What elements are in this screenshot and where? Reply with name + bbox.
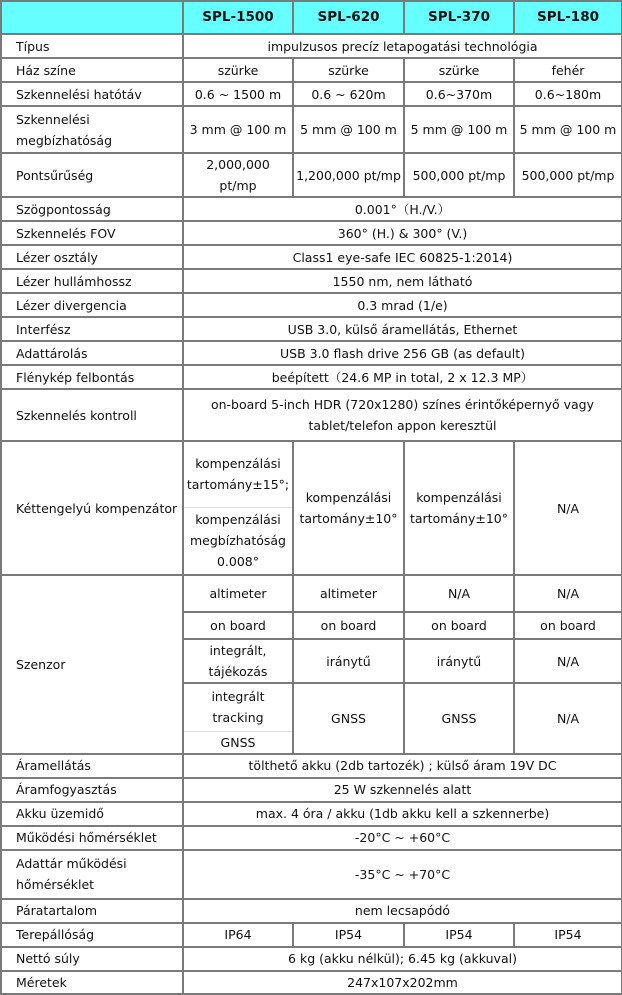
cell: kompenzálási tartomány±10° [293, 441, 404, 575]
row-label: Adattár működési hőmérséklet [1, 850, 183, 899]
row-label: Áramfogyasztás [1, 778, 183, 802]
cell: 5 mm @ 100 m [514, 106, 622, 153]
cell: 5 mm @ 100 m [404, 106, 514, 153]
row-value: nem lecsapódó [183, 899, 622, 923]
row-label: Szögpontosság [1, 197, 183, 221]
cell: kompenzálási megbízhatóság 0.008° [183, 507, 293, 575]
cell: 500,000 pt/mp [404, 153, 514, 197]
row-label: Működési hőmérséklet [1, 826, 183, 850]
row-value: 360° (H.) & 300° (V.) [183, 221, 622, 245]
cell: altimeter [293, 575, 404, 612]
model-header: SPL-370 [404, 1, 514, 34]
cell: szürke [183, 58, 293, 82]
row-label: Kéttengelyú kompenzátor [1, 441, 183, 575]
cell: 500,000 pt/mp [514, 153, 622, 197]
cell: kompenzálási tartomány±10° [404, 441, 514, 575]
cell: N/A [514, 441, 622, 575]
row-value: USB 3.0, külső áramellátás, Ethernet [183, 317, 622, 341]
row-value: -20°C ~ +60°C [183, 826, 622, 850]
row-value: beépített（24.6 MP in total, 2 x 12.3 MP） [183, 365, 622, 389]
row-label: Lézer divergencia [1, 293, 183, 317]
cell: iránytű [293, 639, 404, 683]
cell: on board [183, 612, 293, 639]
table-row [1, 778, 622, 802]
row-label: Páratartalom [1, 899, 183, 923]
cell: IP64 [183, 923, 293, 947]
row-label: Típus [1, 34, 183, 58]
row-value: 0.3 mrad (1/e) [183, 293, 622, 317]
cell: 0.6 ~ 620m [293, 82, 404, 106]
cell: 5 mm @ 100 m [293, 106, 404, 153]
row-label: Ház színe [1, 58, 183, 82]
row-value: impulzusos precíz letapogatási technológia [183, 34, 622, 58]
cell: iránytű [404, 639, 514, 683]
cell: 3 mm @ 100 m [183, 106, 293, 153]
row-label: Akku üzemidő [1, 802, 183, 826]
row-value: on-board 5-inch HDR (720x1280) színes érintőképernyő vagy tablet/telefon appon keresztül [183, 389, 622, 441]
cell: on board [514, 612, 622, 639]
model-header: SPL-620 [293, 1, 404, 34]
table-row [1, 197, 622, 221]
row-value: 1550 nm, nem látható [183, 269, 622, 293]
cell: 1,200,000 pt/mp [293, 153, 404, 197]
cell: integrált, tájékozás [183, 639, 293, 683]
row-value: 247x107x202mm [183, 971, 622, 994]
table-row [1, 341, 622, 365]
row-label: Flénykép felbontás [1, 365, 183, 389]
model-header: SPL-180 [514, 1, 622, 34]
table-row [1, 971, 622, 994]
table-row [1, 82, 622, 106]
row-value: 6 kg (akku nélkül); 6.45 kg (akkuval) [183, 947, 622, 971]
cell: IP54 [514, 923, 622, 947]
row-label: Interfész [1, 317, 183, 341]
row-value: tölthető akku (2db tartozék) ; külső áram 19V DC [183, 754, 622, 778]
table-row [1, 106, 622, 153]
cell: fehér [514, 58, 622, 82]
table-row [1, 317, 622, 341]
cell: IP54 [293, 923, 404, 947]
table-row [1, 153, 622, 197]
table-row [1, 58, 622, 82]
cell: 0.6~180m [514, 82, 622, 106]
row-label: Szkennelés FOV [1, 221, 183, 245]
header-row [1, 1, 622, 34]
table-row [1, 754, 622, 778]
row-label: Lézer hullámhossz [1, 269, 183, 293]
row-value: USB 3.0 flash drive 256 GB (as default) [183, 341, 622, 365]
row-label: Adattárolás [1, 341, 183, 365]
row-label: Áramellátás [1, 754, 183, 778]
row-label: Szkennelési hatótáv [1, 82, 183, 106]
row-value: 0.001°（H./V.） [183, 197, 622, 221]
cell: 0.6 ~ 1500 m [183, 82, 293, 106]
table-row [1, 947, 622, 971]
table-row [1, 245, 622, 269]
row-label: Terepállóság [1, 923, 183, 947]
cell: on board [293, 612, 404, 639]
cell: GNSS [183, 731, 293, 754]
table-row [1, 850, 622, 899]
row-label: Szkennelés kontroll [1, 389, 183, 441]
model-header: SPL-1500 [183, 1, 293, 34]
row-label: Lézer osztály [1, 245, 183, 269]
table-row [1, 293, 622, 317]
cell: integrált tracking [183, 683, 293, 731]
cell: 2,000,000 pt/mp [183, 153, 293, 197]
cell: IP54 [404, 923, 514, 947]
table-row [1, 269, 622, 293]
table-row [1, 826, 622, 850]
row-label: Pontsűrűség [1, 153, 183, 197]
row-label: Nettó súly [1, 947, 183, 971]
cell: N/A [404, 575, 514, 612]
header-corner [1, 1, 183, 34]
table-row [1, 365, 622, 389]
table-row [1, 923, 622, 947]
table-row [1, 802, 622, 826]
cell: N/A [514, 575, 622, 612]
table-row [1, 899, 622, 923]
row-value: max. 4 óra / akku (1db akku kell a szkennerbe) [183, 802, 622, 826]
cell: N/A [514, 683, 622, 754]
row-label: Szkennelési megbízhatóság [1, 106, 183, 153]
row-value: Class1 eye-safe IEC 60825-1:2014) [183, 245, 622, 269]
cell: N/A [514, 639, 622, 683]
cell: altimeter [183, 575, 293, 612]
cell: 0.6~370m [404, 82, 514, 106]
cell: GNSS [404, 683, 514, 754]
cell: GNSS [293, 683, 404, 754]
cell: szürke [404, 58, 514, 82]
row-value: 25 W szkennelés alatt [183, 778, 622, 802]
cell: szürke [293, 58, 404, 82]
table-row [1, 34, 622, 58]
row-label: Méretek [1, 971, 183, 994]
row-value: -35°C ~ +70°C [183, 850, 622, 899]
row-label: Szenzor [1, 575, 183, 754]
cell: kompenzálási tartomány±15°; [183, 441, 293, 507]
table-row [1, 575, 622, 612]
table-row [1, 221, 622, 245]
table-row [1, 441, 622, 507]
table-row [1, 389, 622, 441]
cell: on board [404, 612, 514, 639]
